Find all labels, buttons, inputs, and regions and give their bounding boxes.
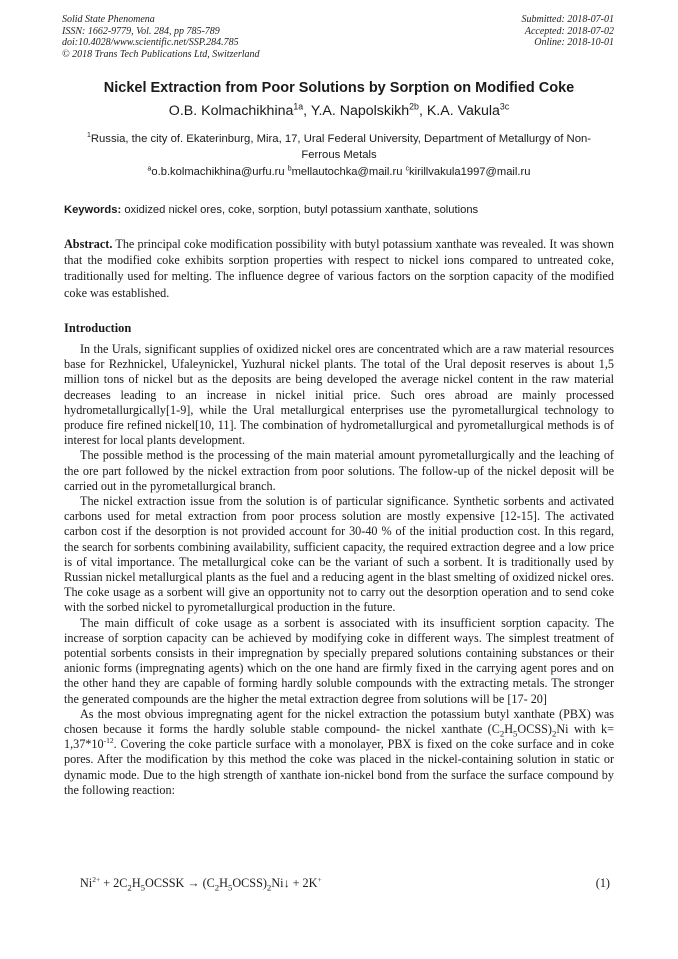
paragraph: The main difficult of coke usage as a sorbent is associated with its insufficient sorption capacity. The increase of sorption capacity can be achieved by modifying coke in different ways. The simplest treatment of potential sorbents consists in their impregnation by specially prepared solutions containing substances or their anionic forms (impregnating agents) which on the one hand are firmly fixed in the carrying agent pores and on the other hand they are capable of forming hardly soluble compounds with the extracting metals. The stronger the generated compounds are the higher the metal extraction degree from solutions will be [17- 20]	[64, 615, 614, 706]
paper-title: Nickel Extraction from Poor Solutions by Sorption on Modified Coke	[103, 80, 575, 96]
author-name: Y.A. Napolskikh	[310, 103, 410, 119]
equation-number: (1)	[595, 876, 610, 890]
paragraph: The possible method is the processing of the main material amount pyrometallurgically and the leaching of the ore part followed by the nickel extraction from poor solutions. The follow-up of the nickel deposit will be carried out in the pyrometallurgical branch.	[64, 448, 614, 493]
paragraph: As the most obvious impregnating agent for the nickel extraction the potassium butyl xanthate (PBX) was chosen because it forms the hardly soluble stable compound- the nickel xanthate $(C_2H_5OCSS)_2Ni$ with $k= 1,37*10^{-12}$. Covering the coke particle surface with a monolayer, PBX is fixed on the coke surface and in coke pores. After the modification by this method the coke was placed in the nickel-containing solution in static or dynamic mode. Due to the high strength of xanthate ion-nickel bond from the surface the surface compound by the following reaction:	[64, 706, 614, 797]
date-online: Online: 2018-10-01	[534, 37, 614, 48]
journal-issn: ISSN: 1662-9779, Vol. 284, pp 785-789	[62, 25, 220, 37]
author-mark: 1a	[293, 101, 304, 112]
author-list: O.B. Kolmachikhina$^{1a}$, Y.A. Napolskikh$^{2b}$, K.A. Vakula$^{3c}$	[168, 101, 510, 119]
paragraph: The nickel extraction issue from the solution is of particular significance. Synthetic sorbents and activated carbons used for metal extraction from poor process solution are mostly expensive [12-15]. The activated carbon cost if the desorption is not provided account for 30-40 % of the initial production cost. In this regard, the search for sorbents combining availability, sufficient capacity, the required extraction degree and a low price is of vital importance. The metallurgical coke can be the variant of such a sorbent. It is traditionally used by Russian nickel metallurgical plants as the fuel and a reducing agent in the blast smelting of oxidized nickel ores. The coke usage as a sorbent will give an opportunity not to carry out the desorption operation and to send coke with the sorbed nickel to pyrometallurgical production in the future.	[64, 494, 614, 615]
author-name: O.B. Kolmachikhina	[168, 103, 294, 119]
journal-copyright: © 2018 Trans Tech Publications Ltd, Switzerland	[62, 48, 260, 60]
email-link[interactable]: o.b.kolmachikhina@urfu.ru	[151, 166, 285, 178]
submission-dates	[522, 14, 615, 49]
affiliation-text: Russia, the city of. Ekaterinburg, Mira, 17, Ural Federal University, Department of Metallurgy of Non-Ferrous Metals	[90, 133, 592, 161]
author-mark: 3c	[499, 101, 510, 112]
abstract	[64, 236, 614, 301]
email-mark: b	[287, 165, 292, 173]
author-name: K.A. Vakula	[426, 103, 500, 119]
journal-doi: doi:10.4028/www.scientific.net/SSP.284.785	[62, 37, 239, 48]
date-submitted: Submitted: 2018-07-01	[521, 14, 614, 25]
email-list	[40, 166, 638, 178]
keywords-text: oxidized nickel ores, coke, sorption, butyl potassium xanthate, solutions	[124, 204, 479, 216]
reaction-equation: $Ni^{2+}$ + $2C_2H_5OCSSK$ → $(C_2H_5OCSS)_2Ni↓ + 2K^+$ (1)	[80, 874, 610, 893]
abstract-text: The principal coke modification possibility with butyl potassium xanthate was revealed. It was shown that the modified coke exhibits sorption properties with respect to nickel ions compared to untreated coke, traditionally used for melting. The influence degree of various factors on the sorption capacity of the modified coke was established.	[64, 237, 615, 300]
affiliation-mark: 1	[86, 132, 91, 140]
email-mark: a	[147, 165, 152, 173]
date-accepted: Accepted: 2018-07-02	[524, 25, 614, 37]
paragraph: In the Urals, significant supplies of oxidized nickel ores are concentrated which are a raw material resources base for Rezhnickel, Ufaleynickel, Yuzhural nickel plants. The total of the Ural deposit reserves is about 1,5 million tons of nickel but as the deposits are being developed the average nickel content in the raw material decreases leading to an increase in nickel initial price. Such ores abroad are mainly processed hydrometallurgically[1-9], while the Ural metallurgical enterprises use the pyrometallurgical technology to produce fire refined nickel[10, 11]. The combination of hydrometallurgical and pyrometallurgical methods is of interest for local plants development.	[64, 342, 614, 448]
introduction-body	[64, 342, 614, 798]
section-heading: Introduction	[64, 321, 132, 335]
abstract-label: Abstract.	[64, 237, 113, 251]
keywords-label: Keywords:	[64, 204, 122, 216]
keywords	[64, 204, 624, 216]
author-mark: 2b	[409, 101, 419, 112]
email-link[interactable]: kirillvakula1997@mail.ru	[409, 166, 531, 178]
affiliation	[75, 131, 603, 163]
email-mark: c	[405, 165, 410, 173]
journal-name: Solid State Phenomena	[62, 14, 155, 25]
journal-info	[62, 14, 260, 60]
email-link[interactable]: mellautochka@mail.ru	[291, 166, 403, 178]
